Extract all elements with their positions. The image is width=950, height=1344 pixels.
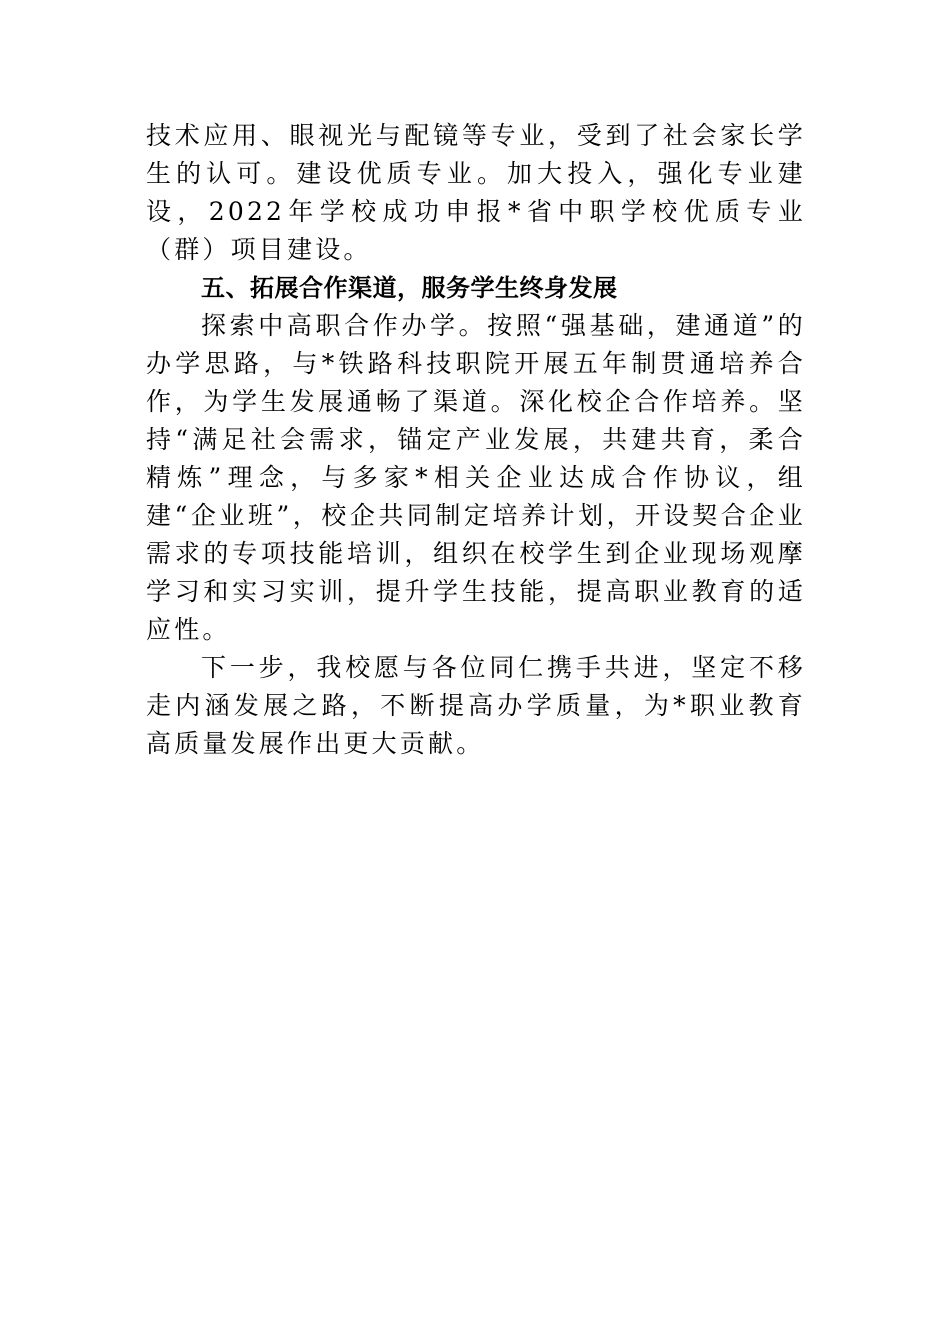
document-body [146,117,806,763]
body-paragraph-conclusion: 下一步，我校愿与各位同仁携手共进，坚定不移走内涵发展之路，不断提高办学质量，为*职业教育高质量发展作出更大贡献。 [146,653,806,758]
section-heading: 五、拓展合作渠道，服务学生终身发展 [201,274,618,302]
body-paragraph-cooperation: 探索中高职合作办学。按照“强基础，建通道”的办学思路，与*铁路科技职院开展五年制贯通培养合作，为学生发展通畅了渠道。深化校企合作培养。坚持“满足社会需求，锚定产业发展，共建共育，柔合精炼”理念，与多家*相关企业达成合作协议，组建“企业班”，校企共同制定培养计划，开设契合企业需求的专项技能培训，组织在校学生到企业现场观摩学习和实习实训，提升学生技能，提高职业教育的适应性。 [146,311,806,644]
body-paragraph-continued: 技术应用、眼视光与配镜等专业，受到了社会家长学生的认可。建设优质专业。加大投入，强化专业建设，2022年学校成功申报*省中职学校优质专业（群）项目建设。 [146,121,806,264]
